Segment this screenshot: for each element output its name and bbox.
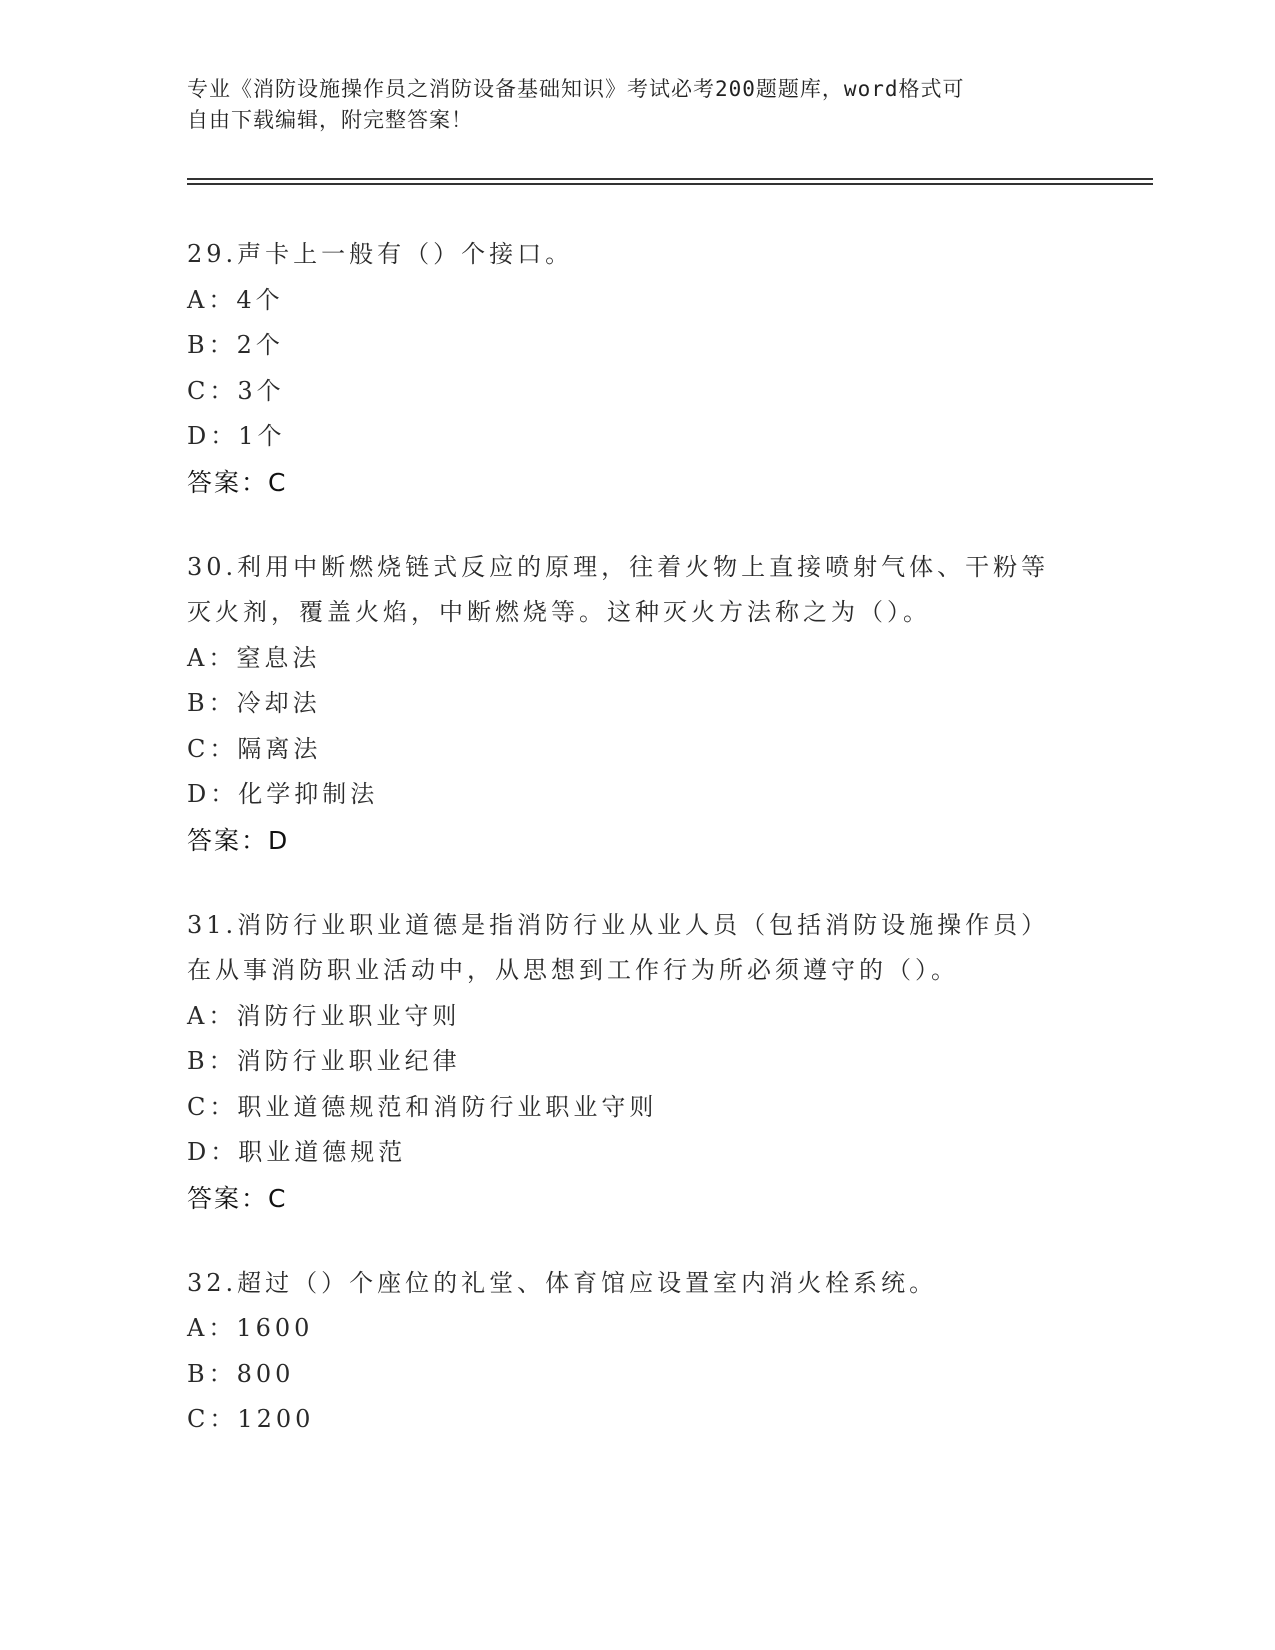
answer: 答案：D [187, 825, 290, 855]
answer: 答案：C [187, 467, 288, 497]
document-header [187, 74, 1067, 136]
option-c: C：职业道德规范和消防行业职业守则 [187, 1092, 658, 1121]
question-29 [187, 232, 1087, 505]
header-divider-bottom [187, 183, 1153, 185]
header-line-2: 自由下载编辑，附完整答案！ [187, 108, 473, 132]
option-b: B：消防行业职业纪律 [187, 1047, 461, 1075]
question-stem-continued: 在从事消防职业活动中，从思想到工作行为所必须遵守的（）。 [187, 956, 959, 984]
question-32 [187, 1261, 1087, 1443]
answer: 答案：C [187, 1183, 288, 1213]
question-stem: 29.声卡上一般有（）个接口。 [187, 240, 574, 268]
option-c: C：1200 [187, 1405, 315, 1433]
option-b: B：2个 [187, 331, 284, 359]
question-list [187, 232, 1087, 1483]
option-d: D：职业道德规范 [187, 1138, 407, 1166]
option-d: D：1个 [187, 422, 286, 450]
header-divider-top [187, 178, 1153, 180]
question-stem: 31.消防行业职业道德是指消防行业从业人员（包括消防设施操作员） [187, 910, 1050, 939]
option-a: A：4个 [187, 285, 284, 314]
option-a: A：窒息法 [187, 643, 321, 672]
option-a: A：1600 [187, 1314, 314, 1342]
question-30 [187, 545, 1087, 863]
question-stem: 30.利用中断燃烧链式反应的原理，往着火物上直接喷射气体、干粉等 [187, 552, 1050, 581]
option-a: A：消防行业职业守则 [187, 1001, 461, 1030]
option-b: B：冷却法 [187, 689, 321, 717]
option-b: B：800 [187, 1359, 295, 1388]
option-c: C：隔离法 [187, 734, 322, 763]
question-31 [187, 903, 1087, 1221]
header-line-1: 专业《消防设施操作员之消防设备基础知识》考试必考200题题库，word格式可 [187, 77, 965, 101]
option-c: C：3个 [187, 376, 285, 405]
option-d: D：化学抑制法 [187, 780, 379, 808]
question-stem: 32.超过（）个座位的礼堂、体育馆应设置室内消火栓系统。 [187, 1268, 938, 1297]
question-stem-continued: 灭火剂，覆盖火焰，中断燃烧等。这种灭火方法称之为（）。 [187, 598, 931, 626]
